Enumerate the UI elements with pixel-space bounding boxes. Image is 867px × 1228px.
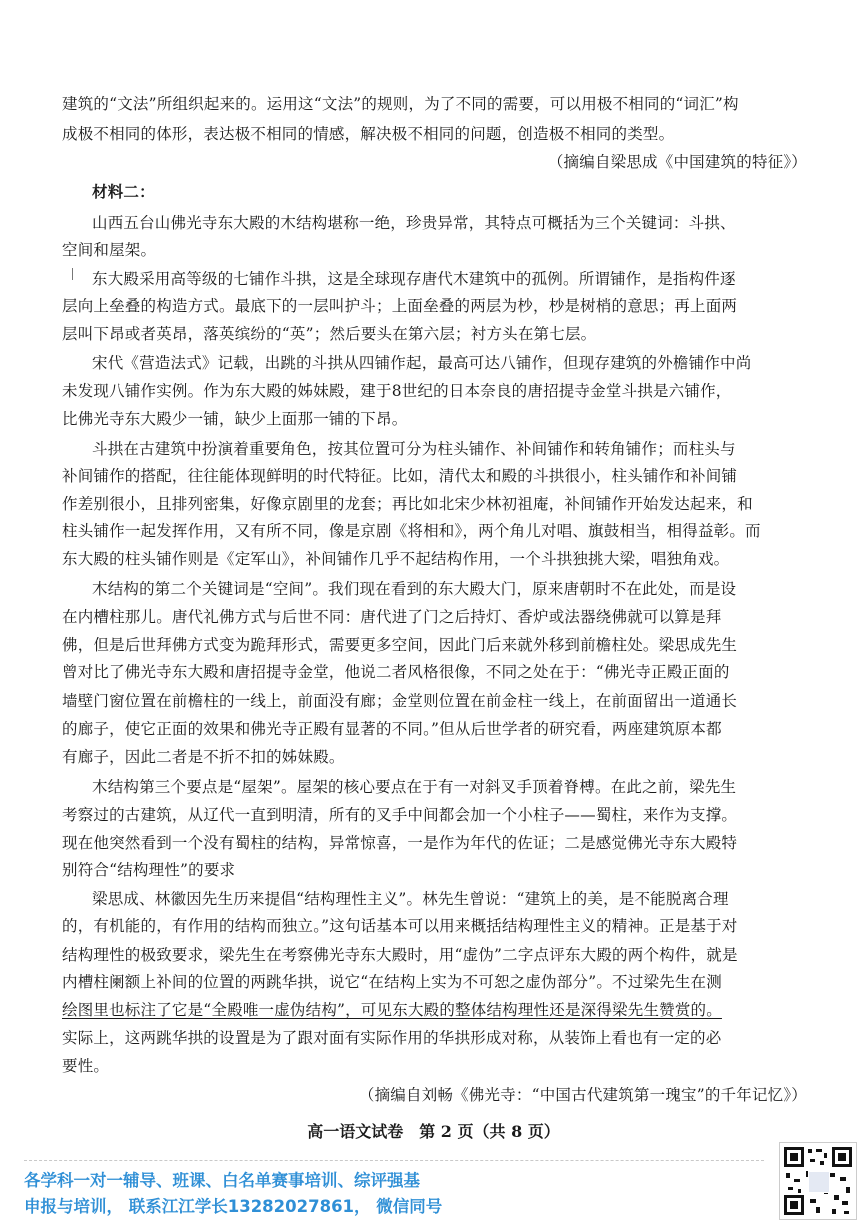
- text-line: 要性。: [62, 1057, 110, 1075]
- text-line: 木结构的第二个关键词是“空间”。我们现在看到的东大殿大门，原来唐朝时不在此处，而是设: [92, 580, 737, 598]
- text-line: 的廊子，使它正面的效果和佛光寺正殿有显著的不同。”但从后世学者的研究看，两座建筑原本都: [62, 720, 722, 738]
- text-line: 在内槽柱那儿。唐代礼佛方式与后世不同：唐代进了门之后持灯、香炉或法器绕佛就可以算是拜: [62, 608, 722, 626]
- text-line: 曾对比了佛光寺东大殿和唐招提寺金堂，他说二者风格很像，不同之处在于：“佛光寺正殿正面的: [62, 663, 730, 681]
- text-line: 建筑的“文法”所组织起来的。运用这“文法”的规则，为了不同的需要，可以用极不相同的“词汇”构: [62, 95, 739, 113]
- text-line: 的，有机能的，有作用的结构而独立。”这句话基本可以用来概括结构理性主义的精神。正是基于对: [62, 917, 738, 935]
- ad-divider: [24, 1160, 764, 1161]
- text-line: 墙壁门窗位置在前檐柱的一线上，前面没有廊；金堂则位置在前金柱一线上，在前面留出一道通长: [62, 692, 738, 710]
- source-citation: （摘编自刘畅《佛光寺：“中国古代建筑第一瑰宝”的千年记忆》）: [358, 1086, 807, 1104]
- page-footer-title: 高一语文试卷 第 2 页（共 8 页）: [307, 1122, 560, 1141]
- ad-line-2: 申报与培训， 联系江江学长13282027861， 微信同号: [24, 1197, 443, 1216]
- margin-mark: [72, 268, 73, 280]
- text-line: 层叫下昂或者英昂，落英缤纷的“英”；然后要头在第六层；衬方头在第七层。: [62, 325, 597, 343]
- text-line: 绘图里也标注了它是“全殿唯一虚伪结构”，可见东大殿的整体结构理性还是深得梁先生赞赏的。: [62, 1001, 722, 1019]
- text-line: 作差别很小，且排列密集，好像京剧里的龙套；再比如北宋少林初祖庵，补间铺作开始发达起来，和: [62, 495, 753, 513]
- text-line: 内槽柱阑额上补间的位置的两跳华拱，说它“在结构上实为不可恕之虚伪部分”。不过梁先生在测: [62, 973, 722, 991]
- text-line: 斗拱在古建筑中扮演着重要角色，按其位置可分为柱头铺作、补间铺作和转角铺作；而柱头与: [92, 440, 736, 458]
- text-line: 未发现八铺作实例。作为东大殿的姊妹殿，建于8世纪的日本奈良的唐招提寺金堂斗拱是六铺作，: [62, 382, 732, 400]
- text-line: 东大殿采用高等级的七铺作斗拱，这是全球现存唐代木建筑中的孤例。所谓铺作，是指构件逐: [92, 270, 736, 288]
- text-line: 柱头铺作一起发挥作用，又有所不同，像是京剧《将相和》，两个角儿对唱、旗鼓相当，相得益彰。而: [62, 522, 761, 540]
- text-line: 佛，但是后世拜佛方式变为跪拜形式，需要更多空间，因此门后来就外移到前檐柱处。梁思成先生: [62, 636, 738, 654]
- text-line: 木结构第三个要点是“屋架”。屋架的核心要点在于有一对斜叉手顶着脊榑。在此之前，梁先生: [92, 778, 737, 796]
- text-line: 结构理性的极致要求，梁先生在考察佛光寺东大殿时，用“虚伪”二字点评东大殿的两个构件，就是: [62, 946, 738, 964]
- section-heading: 材料二：: [92, 182, 155, 201]
- text-line: 补间铺作的搭配，往往能体现鲜明的时代特征。比如，清代太和殿的斗拱很小，柱头铺作和补间铺: [62, 467, 738, 485]
- text-line: 成极不相同的体形，表达极不相同的情感，解决极不相同的问题，创造极不相同的类型。: [62, 125, 675, 143]
- text-line: 层向上垒叠的构造方式。最底下的一层叫护斗；上面垒叠的两层为杪，杪是树梢的意思；再上面两: [62, 297, 738, 315]
- text-line: 现在他突然看到一个没有蜀柱的结构，异常惊喜，一是作为年代的佐证；二是感觉佛光寺东大殿特: [62, 834, 738, 852]
- qr-center-logo: [808, 1171, 830, 1193]
- text-line: 梁思成、林徽因先生历来提倡“结构理性主义”。林先生曾说：“建筑上的美，是不能脱离合理: [92, 890, 729, 908]
- text-line: 实际上，这两跳华拱的设置是为了跟对面有实际作用的华拱形成对称，从装饰上看也有一定的必: [62, 1029, 722, 1047]
- text-line: 别符合“结构理性”的要求: [62, 861, 236, 879]
- text-line: 有廊子，因此二者是不折不扣的姊妹殿。: [62, 748, 345, 766]
- qr-code: [779, 1142, 857, 1220]
- text-line: 东大殿的柱头铺作则是《定军山》，补间铺作几乎不起结构作用，一个斗拱独挑大梁，唱独角戏。: [62, 550, 730, 568]
- source-citation: （摘编自梁思成《中国建筑的特征》）: [547, 153, 807, 171]
- text-line: 宋代《营造法式》记载，出跳的斗拱从四铺作起，最高可达八铺作，但现存建筑的外檐铺作中尚: [92, 354, 752, 372]
- text-line: 考察过的古建筑，从辽代一直到明清，所有的叉手中间都会加一个小柱子——蜀柱，来作为支撑。: [62, 806, 738, 824]
- text-line: 山西五台山佛光寺东大殿的木结构堪称一绝，珍贵异常，其特点可概括为三个关键词：斗拱、: [92, 214, 736, 232]
- text-line: 比佛光寺东大殿少一铺，缺少上面那一铺的下昂。: [62, 410, 408, 428]
- text-line: 空间和屋架。: [62, 241, 157, 259]
- ad-line-1: 各学科一对一辅导、班课、白名单赛事培训、综评强基: [24, 1171, 420, 1190]
